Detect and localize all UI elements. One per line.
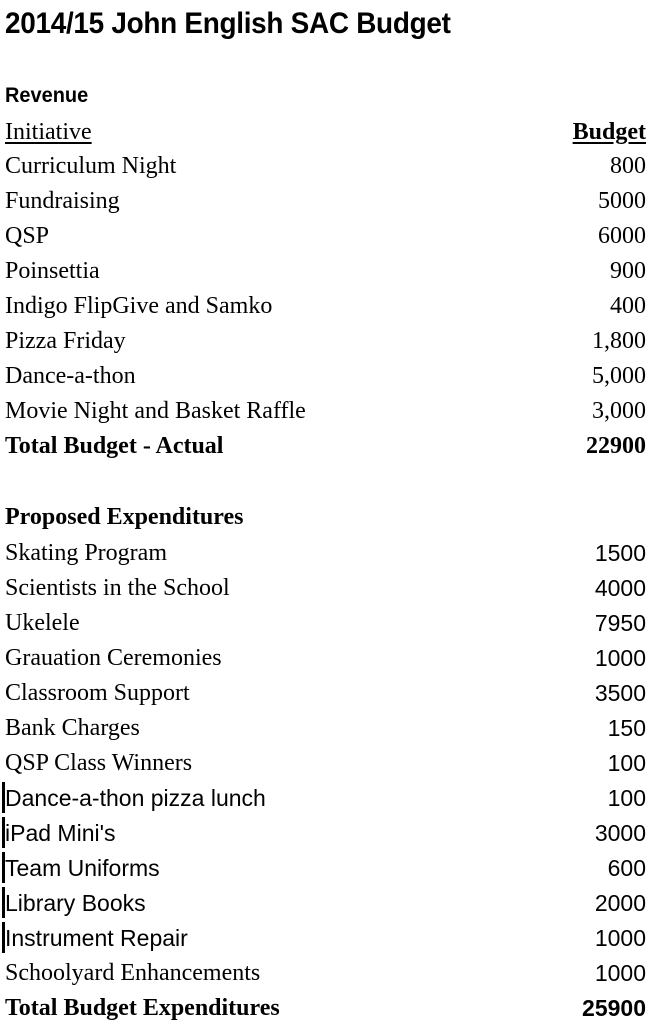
expenditures-total-row — [0, 992, 650, 1027]
table-row — [0, 607, 650, 642]
expenditure-row-value: 100 — [607, 785, 646, 811]
table-row — [0, 887, 650, 922]
table-row — [0, 747, 650, 782]
revenue-row-label: Movie Night and Basket Raffle — [5, 398, 306, 424]
revenue-row-value: 5,000 — [592, 363, 646, 389]
expenditure-row-label: Library Books — [5, 890, 146, 916]
expenditure-row-label: Bank Charges — [5, 715, 140, 741]
revenue-section-heading: Revenue — [5, 84, 89, 107]
table-row — [0, 782, 650, 817]
table-row — [0, 677, 650, 712]
expenditures-total-label: Total Budget Expenditures — [5, 995, 280, 1021]
expenditure-row-label: QSP Class Winners — [5, 750, 193, 776]
table-row — [0, 642, 650, 677]
column-header-budget: Budget — [572, 119, 646, 145]
revenue-row-label: Dance-a-thon — [5, 363, 136, 389]
expenditure-row-label: Skating Program — [5, 540, 167, 566]
expenditures-section-heading: Proposed Expenditures — [5, 504, 244, 530]
revenue-row-value: 1,800 — [592, 328, 646, 354]
page-title: 2014/15 John English SAC Budget — [5, 7, 451, 40]
expenditure-row-value: 1000 — [594, 645, 646, 671]
revenue-row-value: 400 — [610, 293, 646, 319]
revenue-row-value: 6000 — [598, 223, 646, 249]
expenditure-row-label: Grauation Ceremonies — [5, 645, 222, 671]
expenditure-row-label: Classroom Support — [5, 680, 190, 706]
revenue-total-label: Total Budget - Actual — [5, 433, 224, 459]
table-row — [0, 572, 650, 607]
expenditure-row-label: Scientists in the School — [5, 575, 230, 601]
expenditure-row-value: 4000 — [594, 575, 646, 601]
table-row — [0, 852, 650, 887]
expenditure-row-label: Dance-a-thon pizza lunch — [5, 785, 266, 811]
revenue-row-label: Indigo FlipGive and Samko — [5, 293, 273, 319]
table-row — [0, 255, 650, 290]
revenue-row-label: Poinsettia — [5, 258, 100, 284]
revenue-row-value: 3,000 — [592, 398, 646, 424]
table-row — [0, 220, 650, 255]
table-row — [0, 360, 650, 395]
expenditure-row-value: 1000 — [594, 960, 646, 986]
revenue-row-label: Curriculum Night — [5, 153, 177, 179]
expenditure-row-value: 100 — [607, 750, 646, 776]
expenditure-row-value: 2000 — [594, 890, 646, 916]
expenditure-row-label: Team Uniforms — [5, 855, 160, 881]
revenue-row-value: 900 — [610, 258, 646, 284]
table-row — [0, 817, 650, 852]
expenditure-row-label: Instrument Repair — [5, 925, 188, 951]
expenditure-row-value: 600 — [607, 855, 646, 881]
expenditure-row-value: 1000 — [594, 925, 646, 951]
table-row — [0, 537, 650, 572]
revenue-row-value: 800 — [610, 153, 646, 179]
table-row — [0, 922, 650, 957]
revenue-row-label: Fundraising — [5, 188, 120, 214]
expenditure-row-label: Ukelele — [5, 610, 80, 636]
table-row — [0, 150, 650, 185]
revenue-total-row — [0, 430, 650, 465]
expenditure-row-value: 3000 — [594, 820, 646, 846]
expenditure-row-value: 3500 — [594, 680, 646, 706]
expenditure-row-label: Schoolyard Enhancements — [5, 960, 261, 986]
table-row — [0, 185, 650, 220]
expenditures-total-value: 25900 — [582, 995, 646, 1021]
revenue-row-label: Pizza Friday — [5, 328, 126, 354]
revenue-total-value: 22900 — [586, 433, 646, 459]
expenditure-row-value: 7950 — [594, 610, 646, 636]
table-row — [0, 712, 650, 747]
expenditure-row-label: iPad Mini's — [5, 820, 116, 846]
table-row — [0, 290, 650, 325]
expenditure-row-value: 1500 — [594, 540, 646, 566]
table-row — [0, 325, 650, 360]
table-row — [0, 957, 650, 992]
column-header-initiative: Initiative — [5, 119, 92, 145]
table-row — [0, 395, 650, 430]
revenue-row-label: QSP — [5, 223, 50, 249]
revenue-row-value: 5000 — [598, 188, 646, 214]
expenditure-row-value: 150 — [607, 715, 646, 741]
